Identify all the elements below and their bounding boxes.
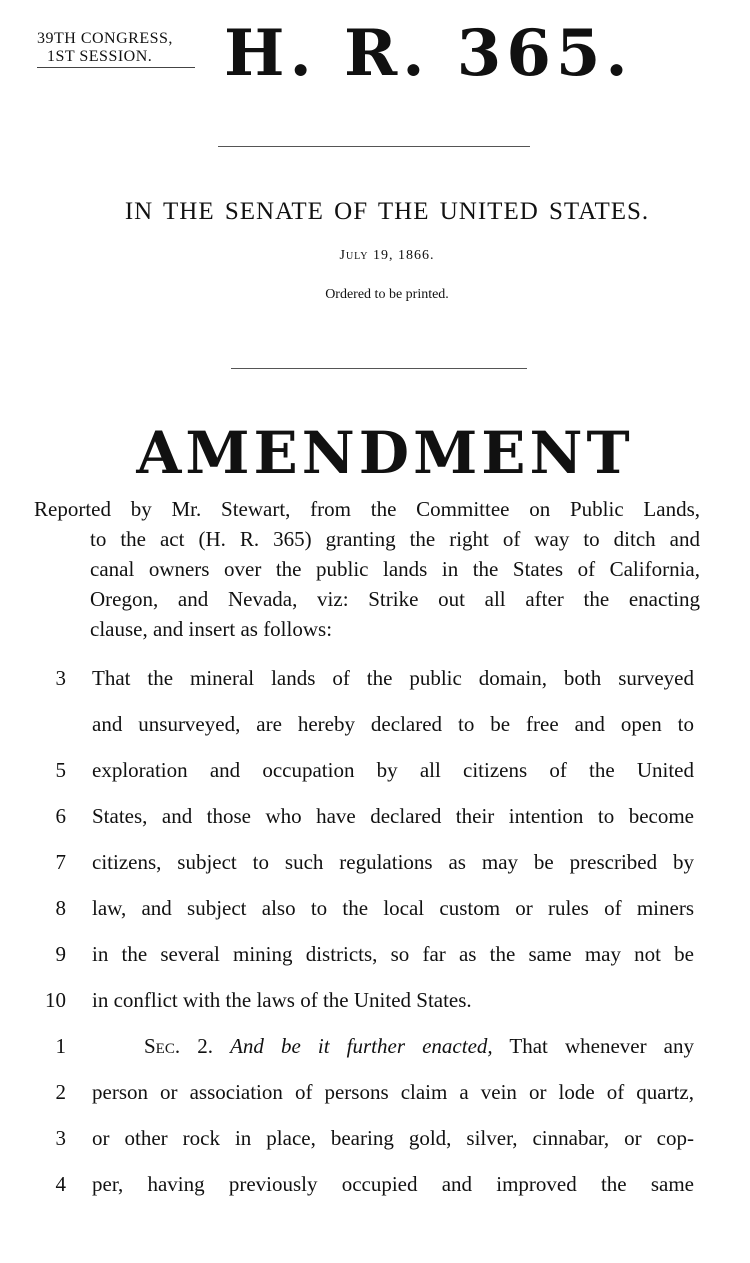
section-line	[92, 1034, 694, 1059]
body-line	[0, 1080, 750, 1110]
line-text: person or association of persons claim a vein or lode of quartz,	[92, 1080, 694, 1104]
session-rule	[37, 67, 195, 68]
line-number: 8	[55, 896, 66, 920]
line-number: 3	[55, 666, 66, 690]
intro-line: Oregon, and Nevada, viz: Strike out all after the enacting	[90, 587, 700, 611]
line-text: law, and subject also to the local custom or rules of miners	[92, 896, 694, 920]
body-line	[0, 942, 750, 972]
line-number: 5	[55, 758, 66, 782]
body-line	[0, 1034, 750, 1064]
line-text: States, and those who have declared their intention to become	[92, 804, 694, 828]
line-number: 7	[55, 850, 66, 874]
line-text: per, having previously occupied and improved the same	[92, 1172, 694, 1196]
line-text: exploration and occupation by all citizens of the United	[92, 758, 694, 782]
session-label: 1ST SESSION.	[47, 48, 153, 65]
date-line: July 19, 1866.	[339, 248, 435, 263]
congress-session-label	[37, 30, 195, 66]
body-line	[0, 1172, 750, 1202]
divider-middle	[231, 368, 527, 369]
line-number: 1	[55, 1034, 66, 1058]
line-number: 10	[45, 988, 66, 1012]
divider-top	[218, 146, 530, 147]
body-line	[0, 804, 750, 834]
intro-line: Reported by Mr. Stewart, from the Committee on Public Lands,	[34, 497, 700, 521]
bill-number: H. R. 365.	[224, 16, 633, 91]
line-text: in conflict with the laws of the United States.	[92, 988, 472, 1012]
body-line	[0, 712, 750, 742]
body-line	[0, 850, 750, 880]
line-text: That the mineral lands of the public domain, both surveyed	[92, 666, 694, 690]
ordered-line: Ordered to be printed.	[325, 287, 449, 302]
body-line	[0, 666, 750, 696]
line-number: 4	[55, 1172, 66, 1196]
line-text: in the several mining districts, so far as the same may not be	[92, 942, 694, 966]
document-type-heading: AMENDMENT	[136, 419, 634, 487]
section-text: That whenever any	[509, 1034, 694, 1058]
intro-line: clause, and insert as follows:	[90, 617, 333, 641]
line-text: citizens, subject to such regulations as may be prescribed by	[92, 850, 694, 874]
enacting-phrase: And be it further enacted,	[230, 1034, 493, 1058]
line-text: or other rock in place, bearing gold, silver, cinnabar, or cop-	[92, 1126, 694, 1150]
body-line	[0, 758, 750, 788]
chamber-heading: IN THE SENATE OF THE UNITED STATES.	[124, 198, 650, 225]
line-number: 2	[55, 1080, 66, 1104]
intro-line: canal owners over the public lands in the States of California,	[90, 557, 700, 581]
section-label: Sec. 2.	[144, 1034, 213, 1058]
intro-line: to the act (H. R. 365) granting the right of way to ditch and	[90, 527, 700, 551]
line-number: 6	[55, 804, 66, 828]
intro-paragraph	[34, 494, 700, 644]
body-line	[0, 896, 750, 926]
body-line	[0, 988, 750, 1018]
body-line	[0, 1126, 750, 1156]
line-text: and unsurveyed, are hereby declared to be free and open to	[92, 712, 694, 736]
line-number: 3	[55, 1126, 66, 1150]
congress-label: 39TH CONGRESS,	[37, 30, 173, 47]
line-number: 9	[55, 942, 66, 966]
